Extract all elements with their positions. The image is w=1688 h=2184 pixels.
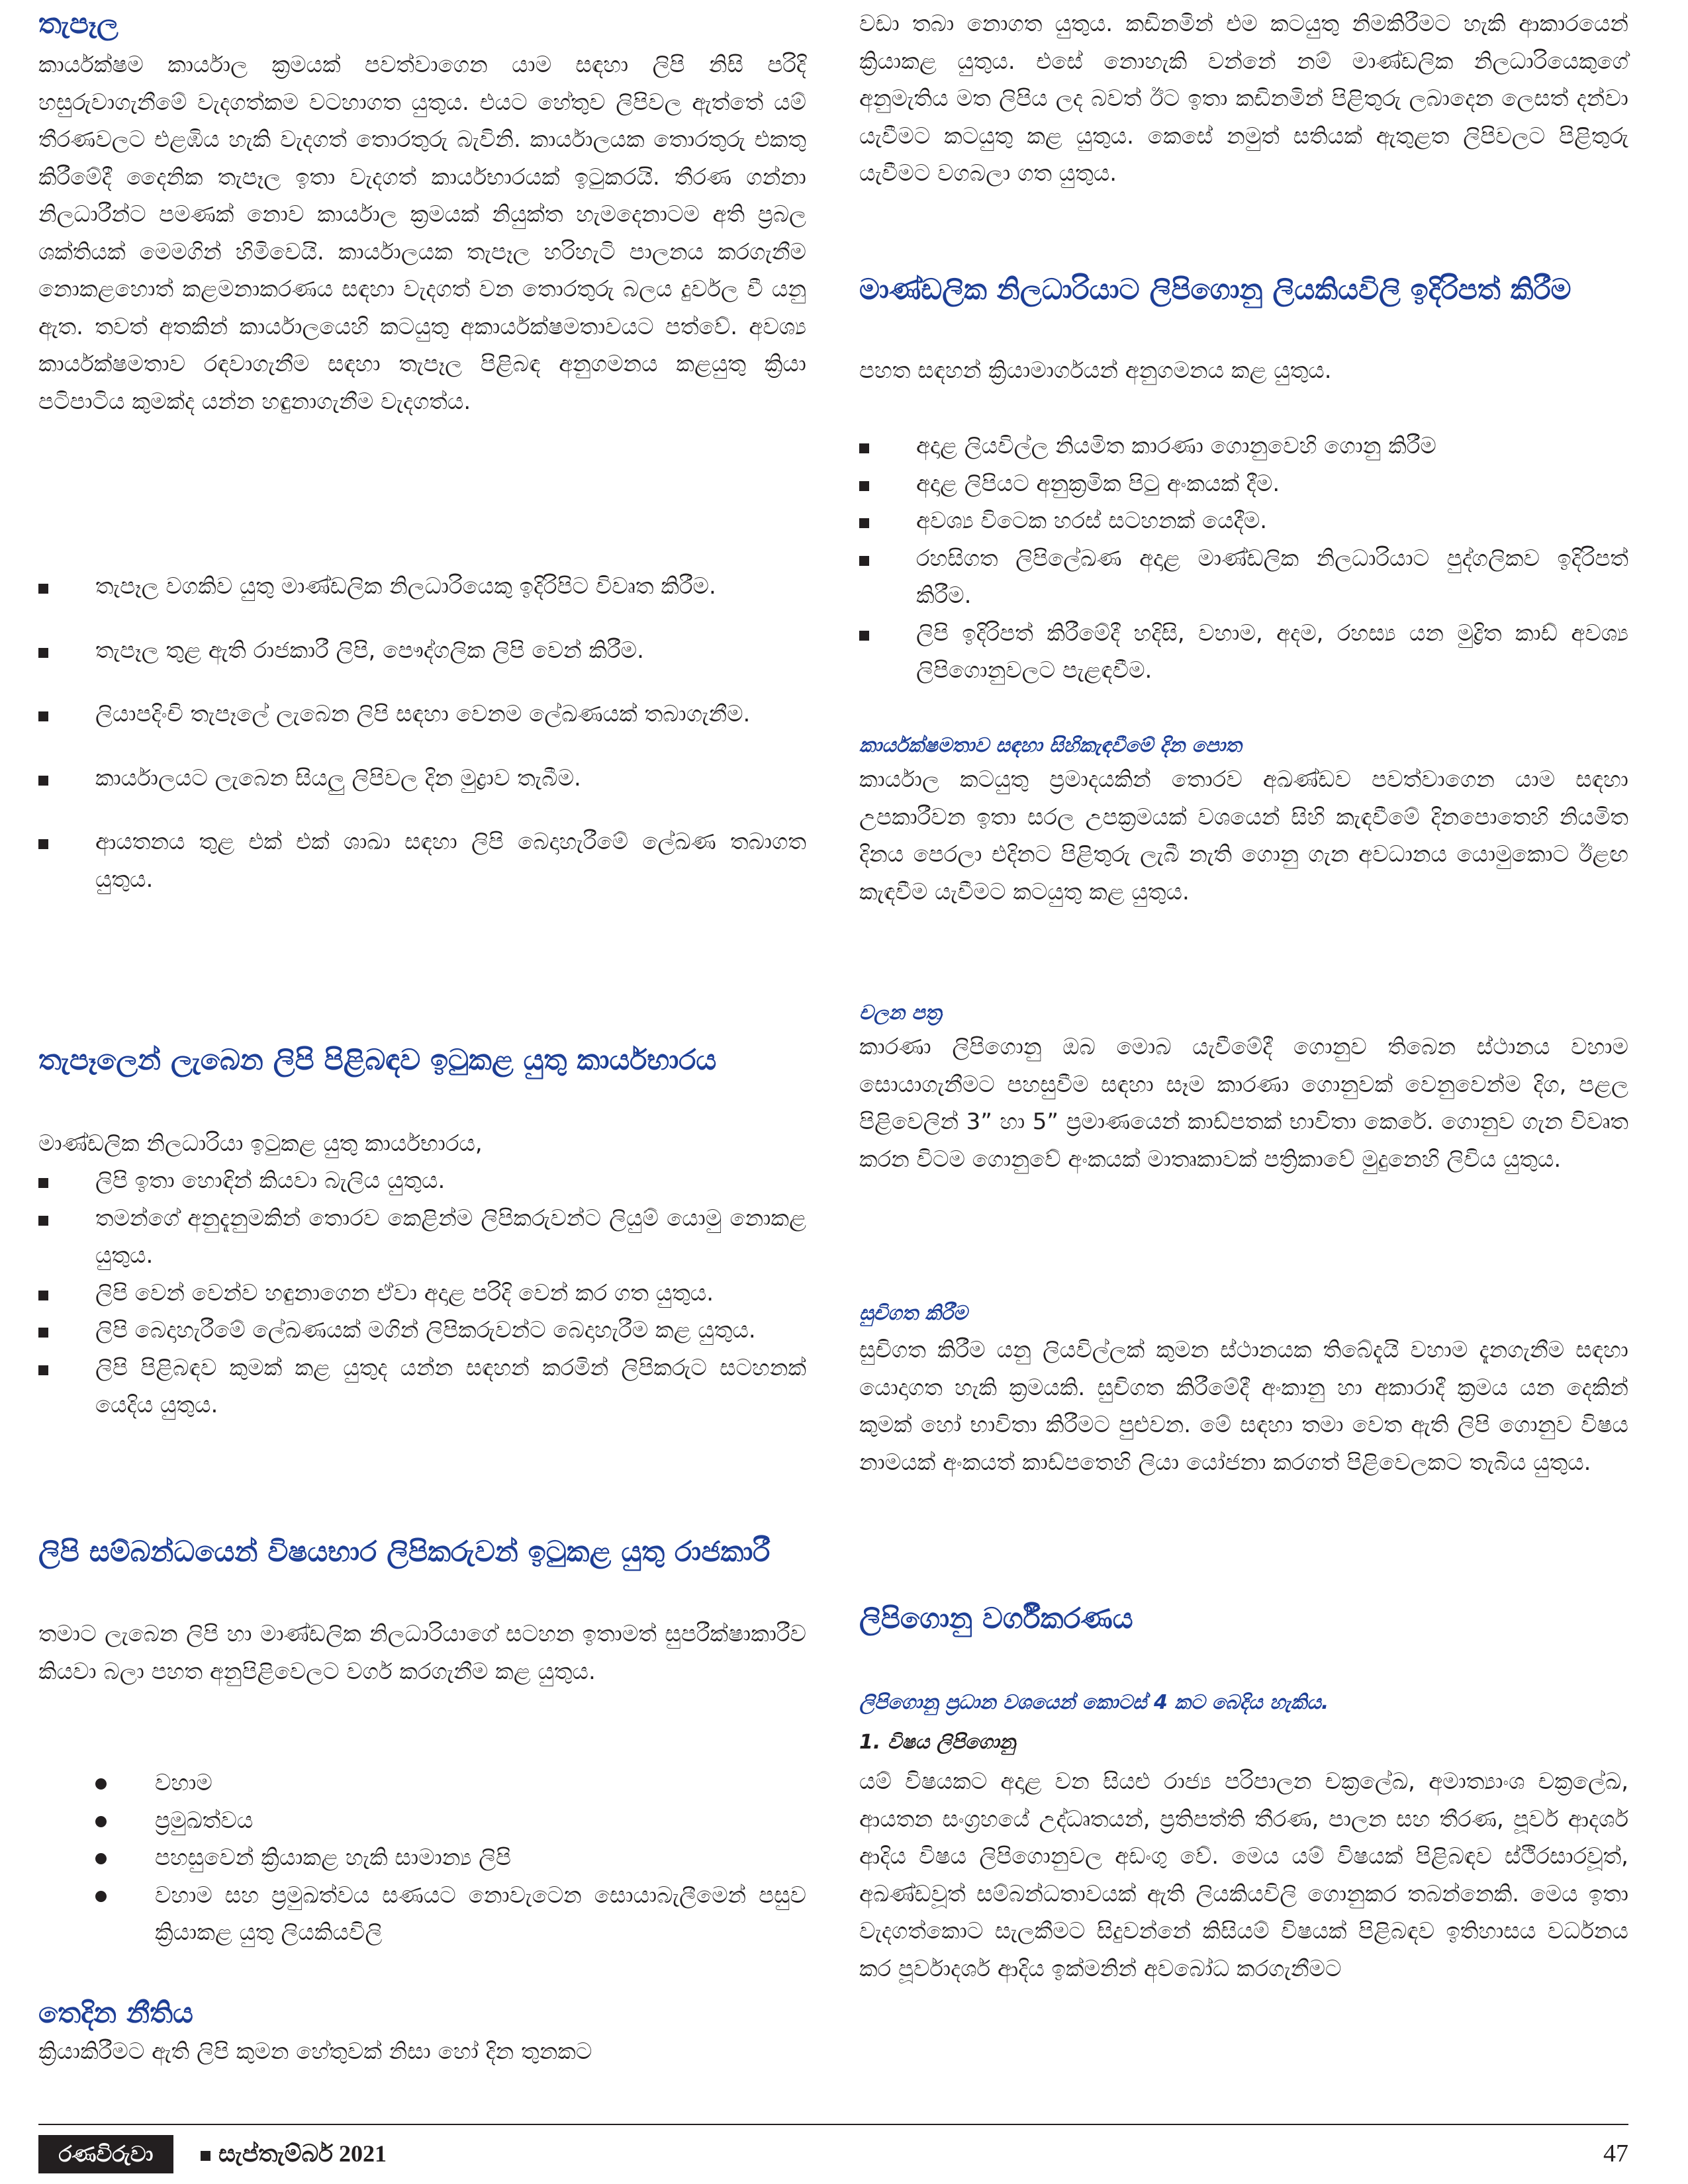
list-item: වහාම සහ ප්‍රමුඛත්වය සණයට නොවැටෙන සොයාබැලීමෙන් පසුව ක්‍රියාකළ යුතු ලියකියවිලි — [38, 1877, 806, 1952]
square-bullet-icon — [38, 648, 48, 658]
subheading-reminder-diary: කාර්යක්ෂමතාව සඳහා සිහිකැඳවීමේ දින පොත — [859, 734, 1242, 757]
paragraph-duties-intro: මාණ්ඩලික නිලධාරියා ඉටුකළ යුතු කාර්යභාරය, — [38, 1130, 483, 1157]
paragraph-three-day-rule: ක්‍රියාකිරීමට ඇති ලිපි කුමන හේතුවක් නිසා හෝ දින තුනකට — [38, 2038, 592, 2065]
list-item: පහසුවෙන් ක්‍රියාකළ හැකි සාමාන්‍ය ලිපි — [38, 1839, 806, 1877]
heading-clerk-duties: ලිපි සම්බන්ධයෙන් විෂයභාර ලිපිකරුවන් ඉටුකළ යුතු රාජකාරී — [38, 1535, 771, 1569]
paragraph-mail: කාර්යක්ෂම කාර්යාල ක්‍රමයක් පවත්වාගෙන යාම සඳහා ලිපි නිසි පරිදි හසුරුවාගැනීමේ වැදගත්කම වටහාගත යුතුය. එයට හේතුව ලිපිවල ඇත්තේ යම් තීරණවලට එළඹිය හැකි වැදගත් තොරතුරු බැවිනි. කාර්යාලයක තොරතුරු එකතු කිරීමේදී දෛනික තැපෑල ඉතා වැදගත් කාර්යභාරයක් ඉටුකරයි. තීරණ ගන්නා නිලධාරීන්ට පමණක් නොව කාර්යාල ක්‍රමයක් නියුක්ත හැමදෙනාටම අති ප්‍රබල ශක්තියක් මෙමගින් හිමිවෙයි. කාර්යාලයක තැපෑල හරිහැටි පාලනය කරගැනීම නොකළහොත් කළමනාකරණය සඳහා වැදගත් වන තොරතුරු බලය දුර්වල වී යනු ඇත. තවත් අතකින් කාර්යාලයෙහි කටයුතු අකාර්යක්ෂමතාවයට පත්වේ. අවශ්‍ය කාර්යක්ෂමතාව රඳවාගැනීම සඳහා තැපෑල පිළිබඳ අනුගමනය කළයුතු ක්‍රියා පටිපාටිය කුමක්ද යන්න හඳුනාගැනීම වැදගත්ය. — [38, 52, 806, 415]
list-item: අවශ්‍ය විටෙක හරස් සටහනක් යෙදීම. — [859, 502, 1628, 540]
list-item: ලියාපදිංචි තැපෑලේ ලැබෙන ලිපි සඳහා වෙනම ලේඛණයක් තබාගැනීම. — [38, 696, 806, 733]
round-bullet-icon — [95, 1853, 107, 1864]
square-bullet-icon — [38, 1365, 48, 1375]
list-item: කාර්යාලයට ලැබෙන සියලු ලිපිවල දින මුද්‍රාව තැබීම. — [38, 760, 806, 797]
list-item: වහාම — [38, 1764, 806, 1802]
list-item: තැපෑල වගකිව යුතු මාණ්ඩලික නිලධාරියෙකු ඉදිරිපිට විවෘත කිරීම. — [38, 568, 806, 606]
round-bullet-icon — [95, 1891, 107, 1902]
footer-divider — [38, 2124, 1628, 2125]
paragraph-movement-slips: කාරණා ලිපිගොනු ඔබ මොබ යැවීමේදී ගොනුව තිබෙන ස්ථානය වහාම සොයාගැනීමට පහසුවීම සඳහා සෑම කාරණා ගොනුවක් වෙනුවෙන්ම දිග, පළල පිළිවෙලින් 3” හා 5” ප්‍රමාණයෙන් කාඩ්පතක් භාවිතා කෙරේ. ගොනුව ගැන විවෘත කරන විටම ගොනුවේ අංකයක් මාතෘකාවක් පත්‍රිකාවේ මුදුනෙහි ලිවිය යුතුය. — [859, 1034, 1628, 1173]
list-item: තැපෑල තුළ ඇති රාජකාරී ලිපි, පෞද්ගලික ලිපි වෙන් කිරීම. — [38, 632, 806, 670]
round-bullet-icon — [95, 1778, 107, 1790]
subheading-indexing: සුචිගත කිරීම — [859, 1302, 968, 1325]
square-bullet-icon — [38, 839, 48, 849]
round-bullet-icon — [95, 1816, 107, 1827]
paragraph-clerk-duties: තමාට ලැබෙන ලිපි හා මාණ්ඩලික නිලධාරියාගේ සටහන ඉතාමත් සුපරීක්ෂාකාරීව කියවා බලා පහත අනුපිළිවෙලට වර්ග කරගැනීම කළ යුතුය. — [38, 1621, 806, 1685]
heading-mail-duties: තැපෑලෙන් ලැබෙන ලිපි පිළිබඳව ඉටුකළ යුතු කාර්යභාරය — [38, 1044, 717, 1077]
officer-duties-list — [38, 1162, 806, 1424]
list-item: අදාළ ලිපියට අනුක්‍රමික පිටු අංකයක් දීම. — [859, 465, 1628, 503]
heading-file-submission: මාණ්ඩලික නිලධාරියාට ලිපිගොනු ලියකියවිලි ඉදිරිපත් කිරීම — [859, 273, 1571, 306]
paragraph-three-day-rule-cont: වඩා තබා නොගත යුතුය. කඩිනමින් එම කටයුතු නිමකිරීමට හැකි ආකාරයෙන් ක්‍රියාකළ යුතුය. එසේ නොහැකි වන්නේ නම් මාණ්ඩලික නිලධාරියෙකුගේ අනුමැතිය මත ලිපිය ලද බවත් ඊට ඉතා කඩිනමින් පිළිතුරු ලබාදෙන ලෙසත් දන්වා යැවීමට කටයුතු කළ යුතුය. කෙසේ නමුත් සතියක් ඇතුළත ලිපිවලට පිළිතුරු යැවීමට වගබලා ගත යුතුය. — [859, 11, 1628, 187]
subheading-movement-slips: චලන පත්‍ර — [859, 1001, 941, 1024]
footer-issue-date: සැප්තැම්බර් 2021 — [218, 2140, 387, 2167]
paragraph-file-submission-intro: පහත සඳහන් ක්‍රියාමාර්ගයන් අනුගමනය කළ යුතුය. — [859, 357, 1332, 384]
list-item: ලිපි බෙදාහැරීමේ ලේඛණයක් මගින් ලිපිකරුවන්ට බෙදාහැරීම කළ යුතුය. — [38, 1312, 806, 1349]
footer-magazine-logo: රණවිරුවා — [38, 2135, 173, 2173]
subheading-four-categories: ලිපිගොනු ප්‍රධාන වශයෙන් කොටස් 4 කට බෙදිය හැකිය. — [859, 1691, 1329, 1714]
square-bullet-icon — [38, 776, 48, 786]
page-number: 47 — [1603, 2140, 1628, 2167]
heading-mail: තැපෑල — [38, 7, 118, 40]
paragraph-reminder-diary: කාර්යාල කටයුතු ප්‍රමාදයකින් තොරව අඛණ්ඩව පවත්වාගෙන යාම සඳහා උපකාරීවන ඉතා සරල උපක්‍රමයක් වශයෙන් සිහි කැඳවීමේ දිනපොතෙහි නියමිත දිනය පෙරලා එදිනට පිළිතුරු ලැබී නැති ගොනු ගැන අවධානය යොමුකොට ඊළඟ කැඳවීම යැවීමට කටයුතු කළ යුතුය. — [859, 766, 1628, 905]
list-item: ආයතනය තුළ එක් එක් ශාඛා සඳහා ලිපි බෙදාහැරීමේ ලේඛණ තබාගත යුතුය. — [38, 823, 806, 898]
list-item: ලිපි ඉතා හොඳින් කියවා බැලිය යුතුය. — [38, 1162, 806, 1200]
square-bullet-icon — [859, 631, 869, 641]
square-bullet-icon — [38, 711, 48, 721]
square-bullet-icon — [201, 2151, 211, 2161]
square-bullet-icon — [859, 481, 869, 491]
square-bullet-icon — [859, 443, 869, 453]
priority-list — [38, 1764, 806, 1952]
list-item: ලිපි ඉදිරිපත් කිරීමේදී හදිසි, වහාම, අදම, රහස්‍ය යන මුද්‍රිත කාඩ් අවශ්‍ය ලිපිගොනුවලට පැළඳවීම. — [859, 615, 1628, 690]
square-bullet-icon — [38, 584, 48, 594]
list-item: අදාළ ලියවිල්ල නියමිත කාරණා ගොනුවෙහි ගොනු කිරීම — [859, 428, 1628, 465]
list-item: ලිපි වෙන් වෙන්ව හඳුනාගෙන ඒවා අදාළ පරිදි වෙන් කර ගත යුතුය. — [38, 1275, 806, 1312]
paragraph-indexing: සුචිගත කිරීම යනු ලියවිල්ලක් කුමන ස්ථානයක තිබේදැයි වහාම දැනගැනීම සඳහා යොදාගත හැකි ක්‍රමයකි. සුචිගත කිරීමේදී අංකානු හා අකාරාදී ක්‍රමය යන දෙකින් කුමක් හෝ භාවිතා කිරීමට පුළුවන. මේ සඳහා තමා වෙත ඇති ලිපි ගොනුව විෂය නාමයක් අංකයත් කාඩ්පතෙහි ලියා යෝජනා කරගත් පිළිවෙලකට තැබිය යුතුය. — [859, 1337, 1628, 1476]
square-bullet-icon — [859, 556, 869, 566]
list-item: තමන්ගේ අනුදැනුමකින් තොරව කෙළින්ම ලිපිකරුවන්ට ලියුම් යොමු නොකළ යුතුය. — [38, 1200, 806, 1275]
list-item: ලිපි පිළිබඳව කුමක් කළ යුතුද යන්න සඳහන් කරමින් ලිපිකරුට සටහනක් යෙදිය යුතුය. — [38, 1349, 806, 1424]
square-bullet-icon — [38, 1291, 48, 1300]
heading-three-day-rule: තෙදින නීතිය — [38, 1997, 193, 2030]
square-bullet-icon — [38, 1216, 48, 1226]
subheading-subject-files: 1. විෂය ලිපිගොනු — [859, 1731, 1015, 1754]
heading-file-classification: ලිපිගොනු වර්ගීකරණය — [859, 1602, 1133, 1635]
submission-steps-list — [859, 428, 1628, 690]
list-item: රහසිගත ලිපිලේඛණ අදාළ මාණ්ඩලික නිලධාරියාට පුද්ගලිකව ඉදිරිපත් කිරීම. — [859, 540, 1628, 615]
square-bullet-icon — [859, 518, 869, 528]
mail-procedure-list — [38, 568, 806, 898]
square-bullet-icon — [38, 1328, 48, 1338]
list-item: ප්‍රමුඛත්වය — [38, 1802, 806, 1840]
paragraph-subject-files: යම් විෂයකට අදාළ වන සියළු රාජ්‍ය පරිපාලන චක්‍රලේඛ, අමාත්‍යාංශ චක්‍රලේඛ, ආයතන සංග්‍රහයේ උද්ධෘතයන්, ප්‍රතිපත්ති තීරණ, පාලන සහ තීරණ, පූර්ව ආදර්ශ ආදිය විෂය ලිපිගොනුවල අඩංගු වේ. මෙය යම් විෂයක් පිළිබඳව ස්ථිරසාරවූත්, අඛණ්ඩවූත් සම්බන්ධතාවයක් ඇති ලියකියවිලි ගොනුකර තබන්නෙකි. මෙය ඉතා වැදගත්කොට සැලකීමට සිදුවන්නේ කිසියම් විෂයක් පිළිබඳව ඉතිහාසය වර්ධනය කර පූර්වාදර්ශ ආදිය ඉක්මනින් අවබෝධ කරගැනීමට — [859, 1768, 1628, 1982]
square-bullet-icon — [38, 1178, 48, 1188]
